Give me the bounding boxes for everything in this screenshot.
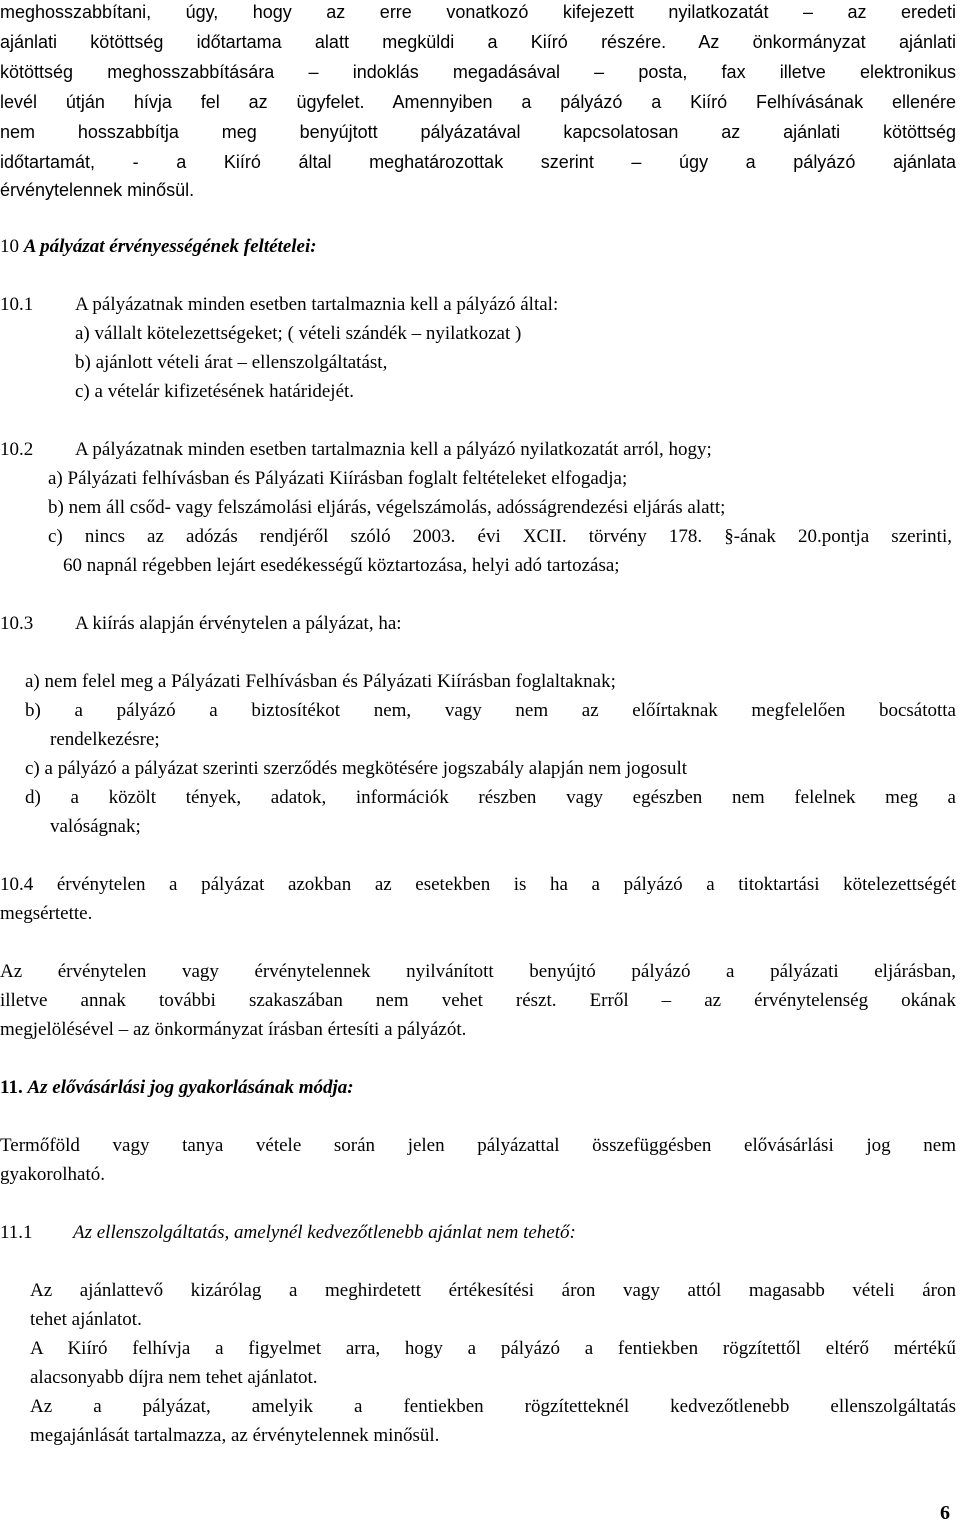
clause-title: Az ellenszolgáltatás, amelynél kedvezőtlenebb ajánlat nem tehető: bbox=[73, 1222, 576, 1243]
text-line: alacsonyabb díjra nem tehet ajánlatot. bbox=[30, 1367, 318, 1388]
clause-number: 10.3 bbox=[0, 613, 34, 634]
clause-11-1-heading bbox=[0, 1223, 576, 1245]
clause-text: A pályázatnak minden esetben tartalmaznia kell a pályázó nyilatkozatát arról, hogy; bbox=[75, 439, 712, 460]
list-item: a) vállalt kötelezettségeket; ( vételi szándék – nyilatkozat ) bbox=[75, 323, 522, 344]
clause-10-1 bbox=[0, 295, 558, 317]
section-11-heading bbox=[0, 1078, 354, 1100]
list-item: c) a pályázó a pályázat szerinti szerződés megkötésére jogszabály alapján nem jogosult bbox=[25, 758, 688, 779]
list-item: c) a vételár kifizetésének határidejét. bbox=[75, 381, 355, 402]
text-line: ajánlati kötöttség időtartama alatt megküldi a Kiíró részére. Az önkormányzat ajánlati bbox=[0, 32, 956, 52]
clause-text: A kiírás alapján érvénytelen a pályázat, ha: bbox=[75, 613, 402, 634]
text-line: illetve annak további szakaszában nem vehet részt. Erről – az érvénytelenség okának bbox=[0, 990, 956, 1011]
clause-10-3 bbox=[0, 614, 402, 636]
list-item: b) nem áll csőd- vagy felszámolási eljárás, végelszámolás, adósságrendezési eljárás alatt; bbox=[48, 497, 726, 518]
section-title: A pályázat érvényességének feltételei: bbox=[23, 236, 317, 257]
text-line: gyakorolható. bbox=[0, 1164, 106, 1185]
text-line: időtartamát, - a Kiíró által meghatározottak szerint – úgy a pályázó ajánlata bbox=[0, 152, 956, 172]
list-item: d) a közölt tények, adatok, információk részben vagy egészben nem felelnek meg a bbox=[25, 787, 956, 808]
text-line: A Kiíró felhívja a figyelmet arra, hogy a pályázó a fentiekben rögzítettől eltérő mértékű bbox=[30, 1338, 956, 1359]
list-item: b) a pályázó a biztosítékot nem, vagy nem az előírtaknak megfelelően bocsátotta bbox=[25, 700, 956, 721]
section-number: 10 bbox=[0, 236, 19, 257]
text-line: megsértette. bbox=[0, 903, 93, 924]
list-item: a) Pályázati felhívásban és Pályázati Kiírásban foglalt feltételeket elfogadja; bbox=[48, 468, 628, 489]
text-line: meghosszabbítani, úgy, hogy az erre vonatkozó kifejezett nyilatkozatát – az eredeti bbox=[0, 2, 956, 22]
clause-number: 10.2 bbox=[0, 439, 34, 460]
clause-text: A pályázatnak minden esetben tartalmaznia kell a pályázó által: bbox=[75, 294, 559, 315]
list-item: rendelkezésre; bbox=[50, 729, 160, 750]
text-line: kötöttség meghosszabbítására – indoklás megadásával – posta, fax illetve elektronikus bbox=[0, 62, 956, 82]
clause-number: 10.1 bbox=[0, 294, 34, 315]
text-line: Termőföld vagy tanya vétele során jelen pályázattal összefüggésben elővásárlási jog nem bbox=[0, 1135, 956, 1156]
text-line: érvénytelennek minősül. bbox=[0, 180, 195, 200]
clause-number: 11.1 bbox=[0, 1222, 33, 1243]
text-line: Az érvénytelen vagy érvénytelennek nyilvánított benyújtó pályázó a pályázati eljárásban, bbox=[0, 961, 956, 982]
list-item: c) nincs az adózás rendjéről szóló 2003. évi XCII. törvény 178. §-ának 20.pontja szerinti, bbox=[48, 526, 952, 547]
text-line: levél útján hívja fel az ügyfelet. Amennyiben a pályázó a Kiíró Felhívásának ellenére bbox=[0, 92, 956, 112]
list-item: 60 napnál régebben lejárt esedékességű köztartozása, helyi adó tartozása; bbox=[63, 555, 620, 576]
text-line: nem hosszabbítja meg benyújtott pályázatával kapcsolatosan az ajánlati kötöttség bbox=[0, 122, 956, 142]
clause-10-2 bbox=[0, 440, 712, 462]
section-10-heading bbox=[0, 237, 317, 259]
text-line: Az a pályázat, amelyik a fentiekben rögzítetteknél kedvezőtlenebb ellenszolgáltatás bbox=[30, 1396, 956, 1417]
text-line: megajánlását tartalmazza, az érvénytelennek minősül. bbox=[30, 1425, 440, 1446]
list-item: b) ajánlott vételi árat – ellenszolgáltatást, bbox=[75, 352, 388, 373]
page-number: 6 bbox=[940, 1502, 950, 1524]
text-line: tehet ajánlatot. bbox=[30, 1309, 142, 1330]
clause-10-4: 10.4 érvénytelen a pályázat azokban az esetekben is ha a pályázó a titoktartási kötelezettségét bbox=[0, 874, 956, 895]
text-line: Az ajánlattevő kizárólag a meghirdetett értékesítési áron vagy attól magasabb vételi áron bbox=[30, 1280, 956, 1301]
section-number: 11. bbox=[0, 1077, 23, 1098]
text-line: megjelölésével – az önkormányzat írásban értesíti a pályázót. bbox=[0, 1019, 467, 1040]
list-item: a) nem felel meg a Pályázati Felhívásban és Pályázati Kiírásban foglaltaknak; bbox=[25, 671, 616, 692]
section-title: Az elővásárlási jog gyakorlásának módja: bbox=[27, 1077, 354, 1098]
list-item: valóságnak; bbox=[50, 816, 141, 837]
